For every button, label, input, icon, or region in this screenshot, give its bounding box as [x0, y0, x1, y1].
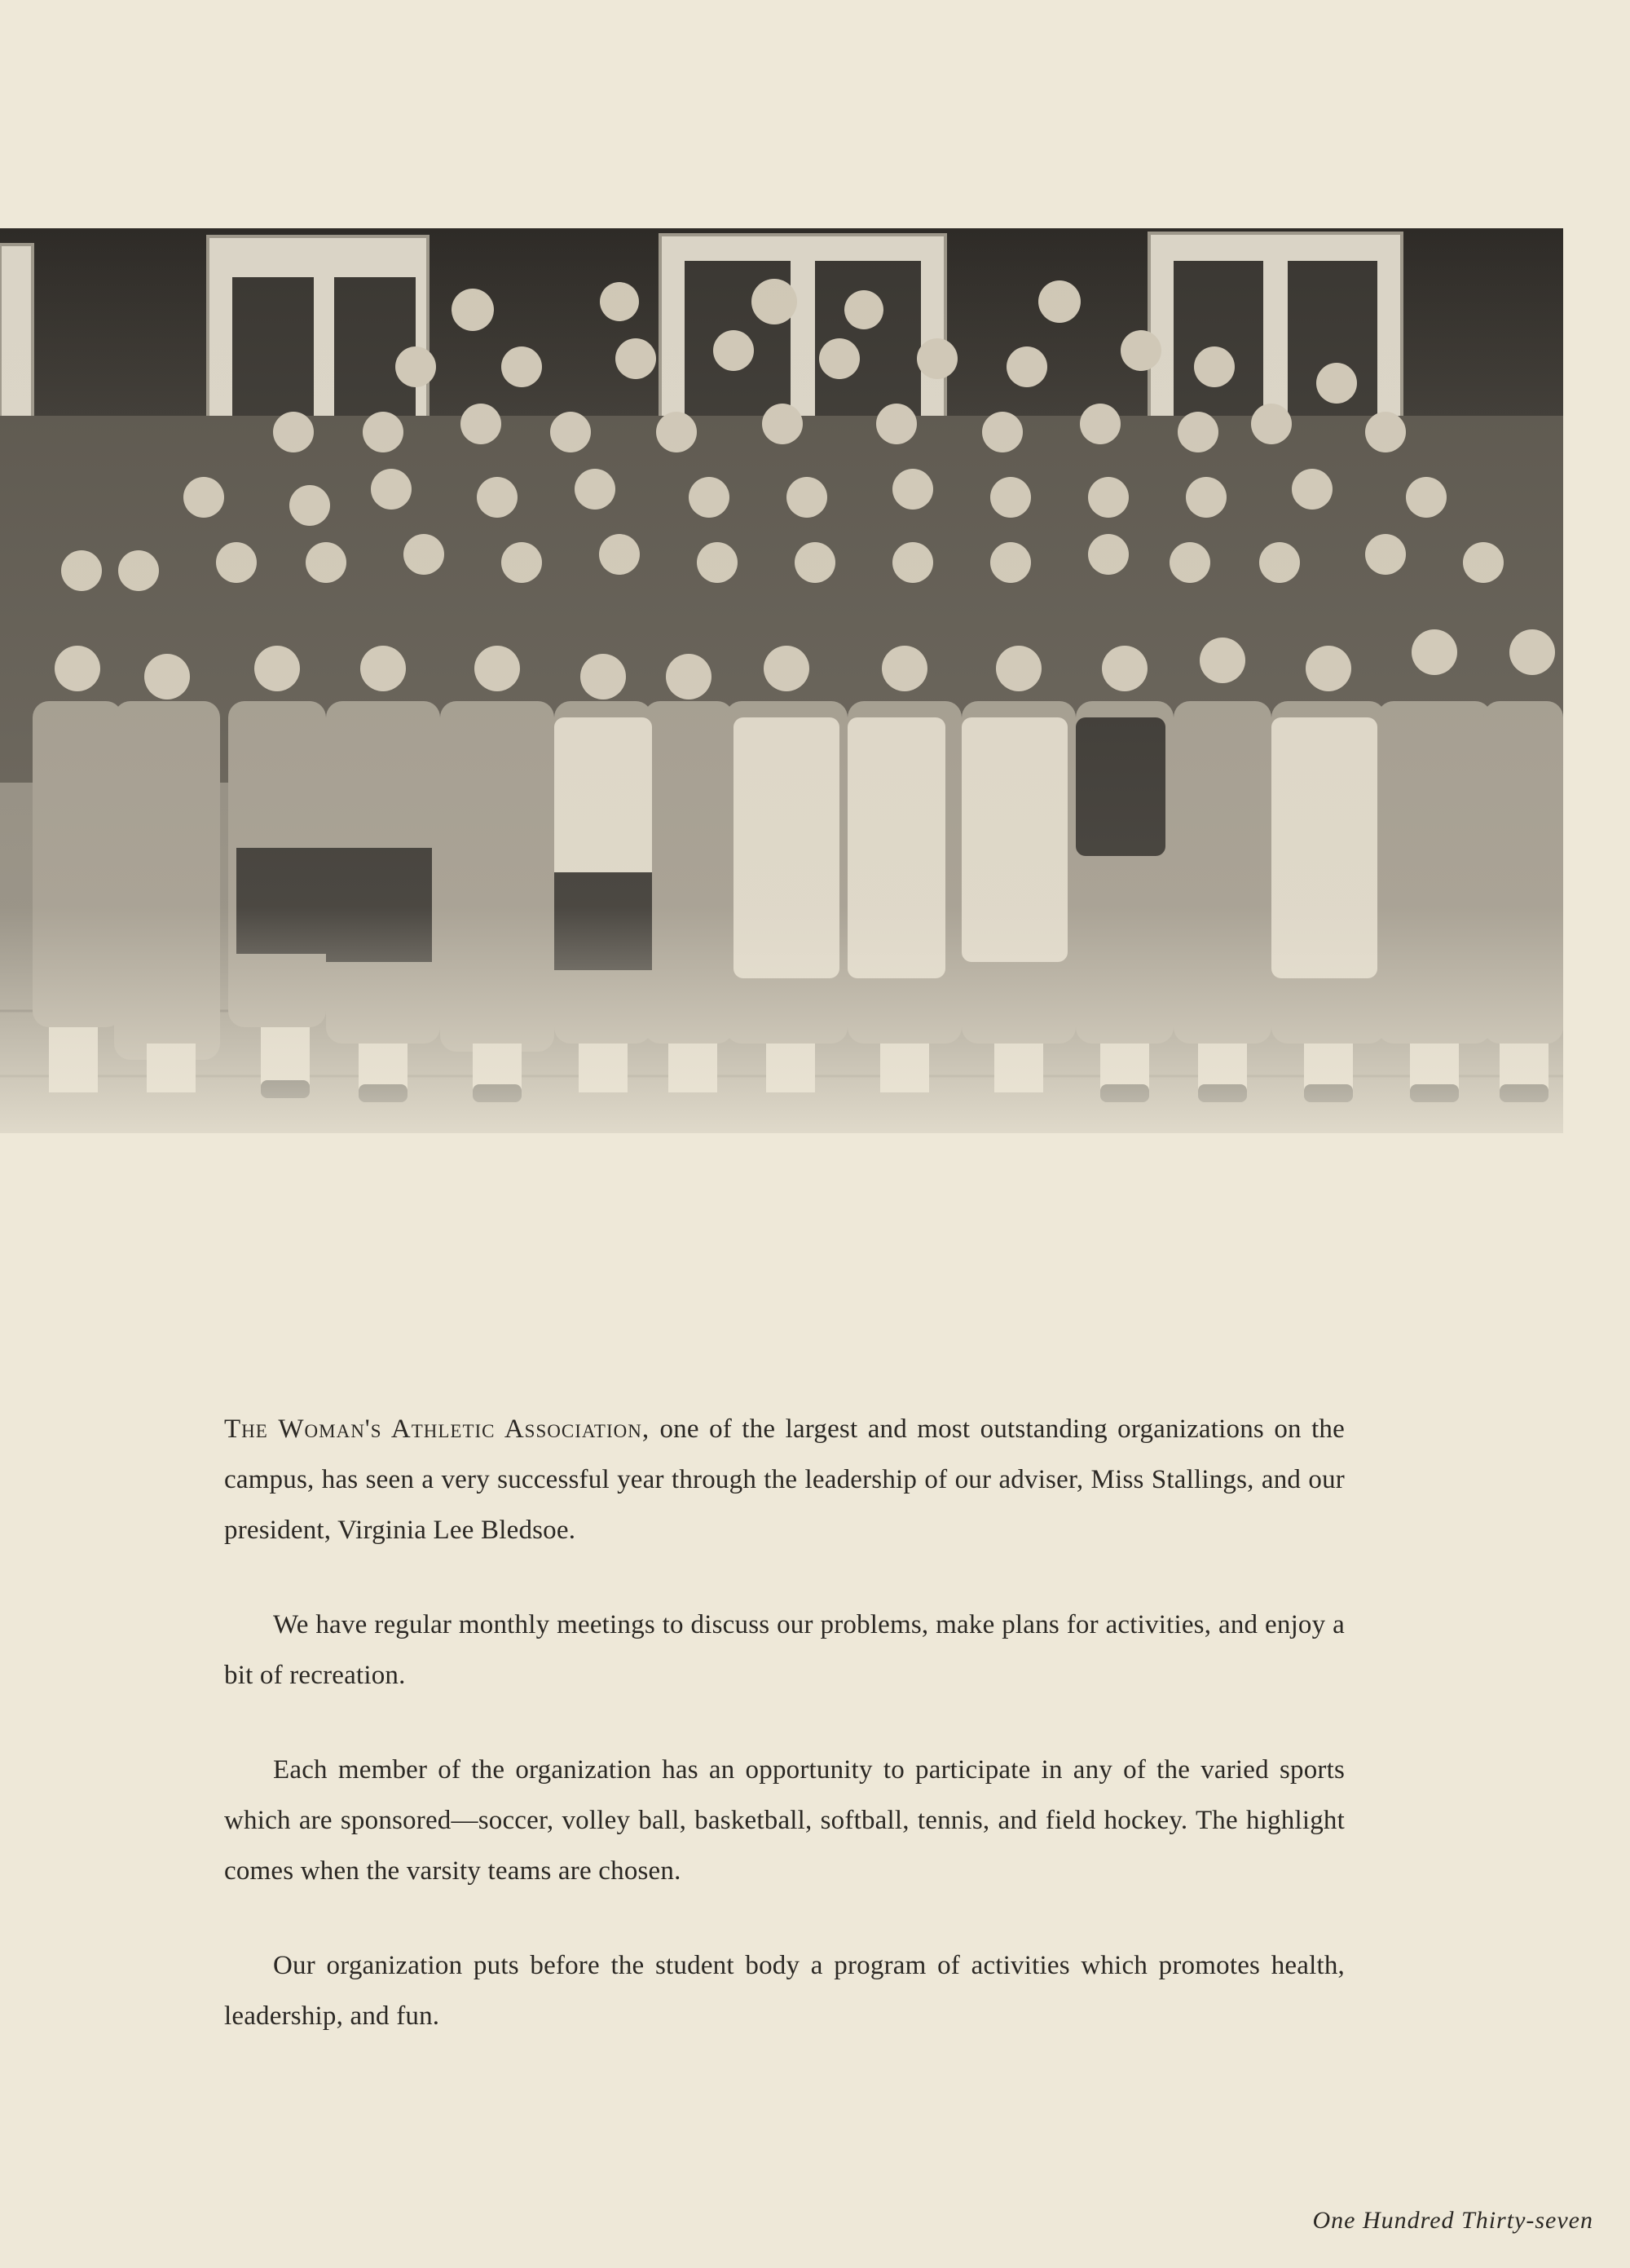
page-folio: One Hundred Thirty-seven — [1312, 2207, 1593, 2234]
article-body — [224, 1404, 1345, 2085]
group-photo — [0, 228, 1563, 1133]
lead-small-caps: The Woman's Athletic Association, — [224, 1414, 650, 1444]
paragraph-1-text: one of the largest and most outstanding organizations on the campus, has seen a very successful year through the leadership of our adviser, Miss Stallings, and our president, Virginia Lee Bledsoe. — [224, 1414, 1345, 1545]
paragraph-3: Each member of the organization has an opportunity to participate in any of the varied sports which are sponsored—soccer, volley ball, basketball, softball, tennis, and field hockey. The highlight comes when the varsity teams are chosen. — [224, 1755, 1345, 1886]
paragraph-2: We have regular monthly meetings to discuss our problems, make plans for activities, and enjoy a bit of recreation. — [224, 1610, 1345, 1690]
paragraph-1 — [224, 1404, 1345, 1555]
paragraph-4: Our organization puts before the student body a program of activities which promotes health, leadership, and fun. — [224, 1951, 1345, 2031]
